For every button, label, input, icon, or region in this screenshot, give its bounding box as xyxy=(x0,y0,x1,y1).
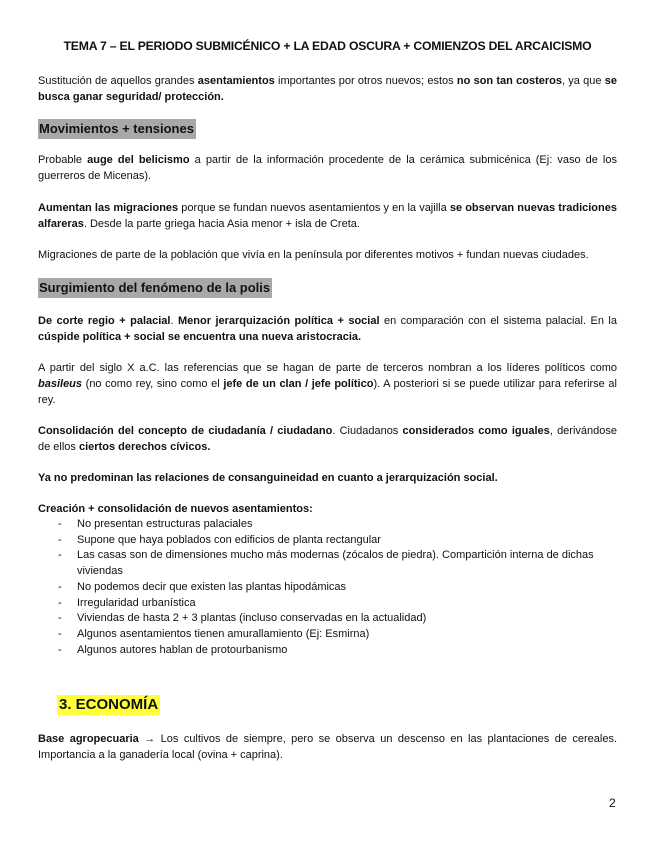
section-heading-movimientos: Movimientos + tensiones xyxy=(38,119,196,139)
intro-paragraph: Sustitución de aquellos grandes asentamientos importantes por otros nuevos; estos no son tan costeros, ya que se busca ganar seguridad/ protección. xyxy=(38,75,617,103)
paragraph-consanguineidad: Ya no predominan las relaciones de consanguineidad en cuanto a jerarquización social. xyxy=(38,472,498,484)
paragraph-base-agropecuaria: Base agropecuaria → Los cultivos de siempre, pero se observa un descenso en las plantaciones de cereales. Importancia a la ganadería local (ovina + caprina). xyxy=(38,733,618,761)
list-item: - Las casas son de dimensiones mucho más modernas (zócalos de piedra). Compartición interna de dichas viviendas xyxy=(58,549,594,578)
paragraph-ciudadania: Consolidación del concepto de ciudadanía / ciudadano. Ciudadanos considerados como iguales, derivándose de ellos ciertos derechos cívicos. xyxy=(38,425,617,453)
paragraph-migraciones: Aumentan las migraciones porque se fundan nuevos asentamientos y en la vajilla se observan nuevas tradiciones alfareras. Desde la parte griega hacia Asia menor + isla de Creta. xyxy=(38,202,617,230)
page-number: 2 xyxy=(609,796,616,810)
page-title: TEMA 7 – EL PERIODO SUBMICÉNICO + LA EDAD OSCURA + COMIENZOS DEL ARCAICISMO xyxy=(63,39,592,53)
list-item: - Supone que haya poblados con edificios de planta rectangular xyxy=(58,533,381,546)
list-item: - Algunos asentamientos tienen amurallamiento (Ej: Esmirna) xyxy=(58,627,370,640)
asentamientos-list xyxy=(38,517,617,658)
list-item: - Algunos autores hablan de protourbanismo xyxy=(58,643,288,656)
list-heading-asentamientos: Creación + consolidación de nuevos asentamientos: xyxy=(38,503,313,515)
section-heading-polis: Surgimiento del fenómeno de la polis xyxy=(38,278,272,298)
paragraph-belicismo: Probable auge del belicismo a partir de la información procedente de la cerámica submicénica (Ej: vaso de los guerreros de Micenas). xyxy=(38,154,617,182)
list-item: - No presentan estructuras palaciales xyxy=(58,518,253,530)
list-item: - Viviendas de hasta 2 + 3 plantas (incluso conservadas en la actualidad) xyxy=(58,612,427,625)
list-item: - No podemos decir que existen las plantas hipodámicas xyxy=(58,580,347,593)
paragraph-corte-regio: De corte regio + palacial. Menor jerarquización política + social en comparación con el sistema palacial. En la cúspide política + social se encuentra una nueva aristocracia. xyxy=(38,315,617,343)
paragraph-basileus: A partir del siglo X a.C. las referencias que se hagan de parte de terceros nombran a los líderes políticos como basileus (no como rey, sino como el jefe de un clan / jefe político). A posteriori si se puede utilizar para referirse al rey. xyxy=(38,362,617,406)
section-heading-economia: 3. ECONOMÍA xyxy=(59,696,159,713)
paragraph-migraciones-poblacion: Migraciones de parte de la población que vivía en la península por diferentes motivos + fundan nuevas ciudades. xyxy=(38,249,589,261)
list-item: - Irregularidad urbanística xyxy=(58,596,196,609)
